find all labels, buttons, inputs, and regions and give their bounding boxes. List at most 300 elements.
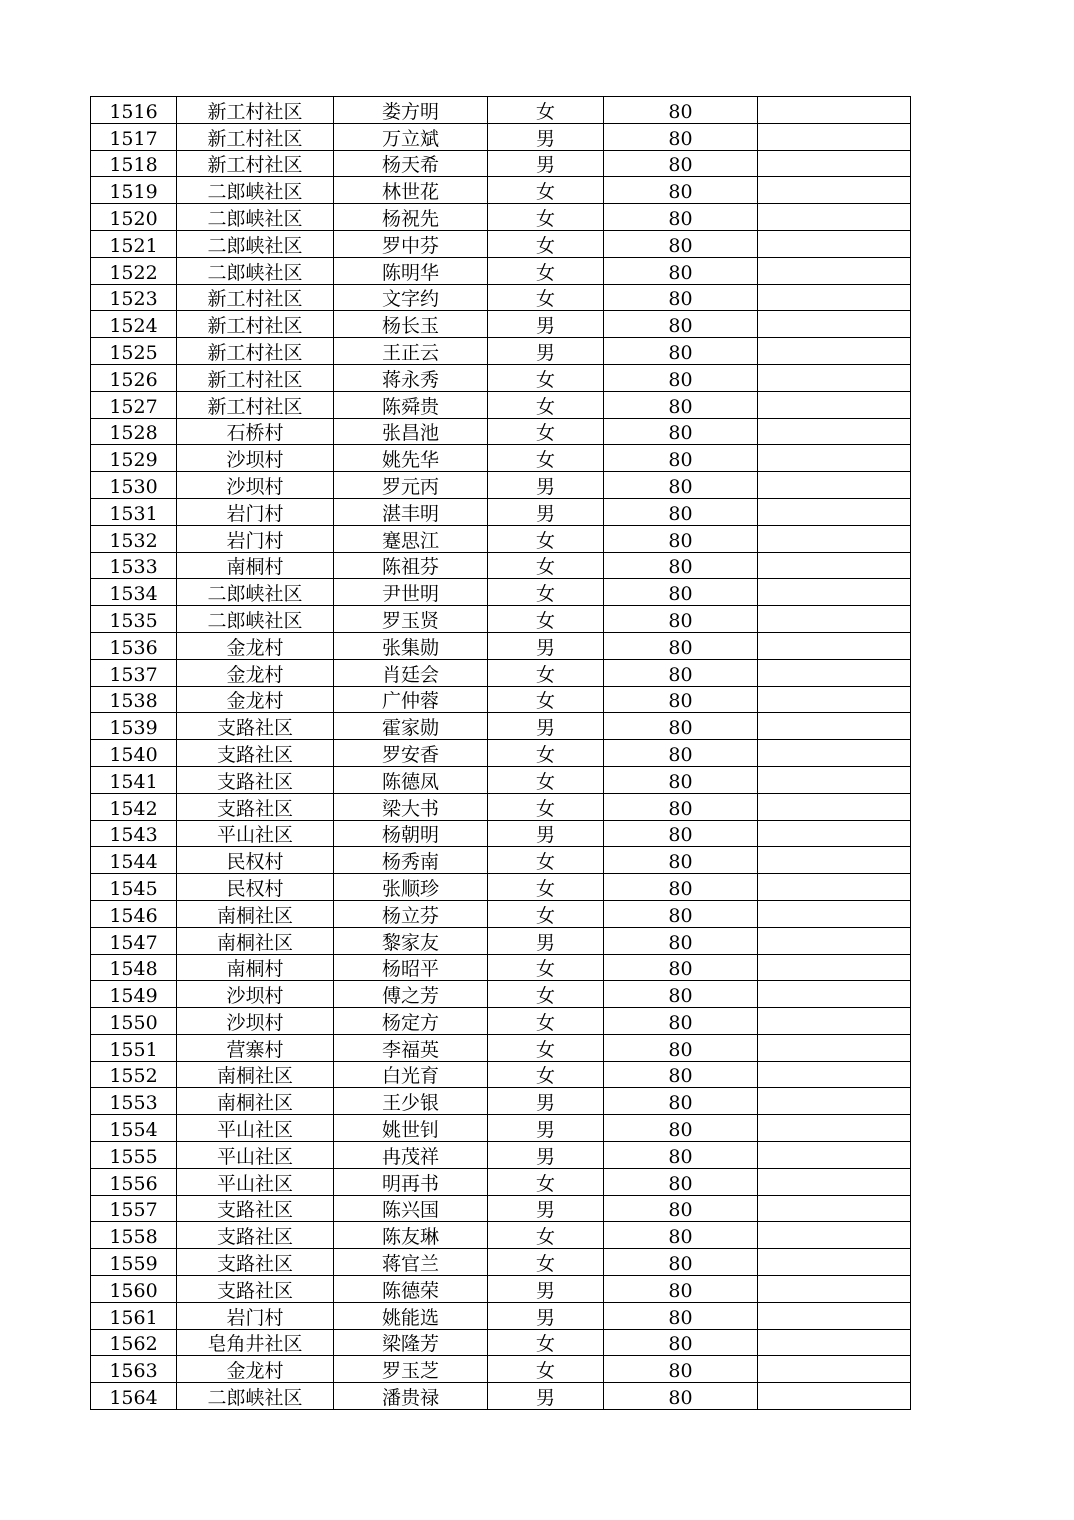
cell-gender: 女 bbox=[488, 177, 604, 204]
cell-age: 80 bbox=[604, 793, 758, 820]
cell-note bbox=[758, 204, 911, 231]
cell-age: 80 bbox=[604, 740, 758, 767]
cell-name: 梁隆芳 bbox=[334, 1329, 488, 1356]
cell-age: 80 bbox=[604, 1061, 758, 1088]
cell-community: 金龙村 bbox=[177, 1356, 334, 1383]
cell-community: 新工村社区 bbox=[177, 311, 334, 338]
cell-number: 1536 bbox=[91, 632, 177, 659]
cell-age: 80 bbox=[604, 284, 758, 311]
cell-gender: 男 bbox=[488, 820, 604, 847]
table-row bbox=[91, 1222, 911, 1249]
cell-name: 张昌池 bbox=[334, 418, 488, 445]
table-row bbox=[91, 579, 911, 606]
cell-age: 80 bbox=[604, 981, 758, 1008]
cell-note bbox=[758, 1222, 911, 1249]
cell-note bbox=[758, 686, 911, 713]
cell-community: 岩门村 bbox=[177, 498, 334, 525]
table-row bbox=[91, 740, 911, 767]
cell-note bbox=[758, 338, 911, 365]
cell-gender: 女 bbox=[488, 793, 604, 820]
cell-community: 石桥村 bbox=[177, 418, 334, 445]
cell-note bbox=[758, 766, 911, 793]
cell-gender: 男 bbox=[488, 927, 604, 954]
cell-age: 80 bbox=[604, 418, 758, 445]
cell-community: 金龙村 bbox=[177, 686, 334, 713]
table-row bbox=[91, 123, 911, 150]
cell-age: 80 bbox=[604, 632, 758, 659]
cell-community: 二郎峡社区 bbox=[177, 606, 334, 633]
table-row bbox=[91, 793, 911, 820]
cell-number: 1561 bbox=[91, 1302, 177, 1329]
cell-gender: 女 bbox=[488, 686, 604, 713]
cell-name: 罗元丙 bbox=[334, 472, 488, 499]
cell-number: 1530 bbox=[91, 472, 177, 499]
cell-note bbox=[758, 659, 911, 686]
table-row bbox=[91, 230, 911, 257]
cell-name: 姚先华 bbox=[334, 445, 488, 472]
cell-community: 二郎峡社区 bbox=[177, 177, 334, 204]
table-row bbox=[91, 150, 911, 177]
cell-name: 罗中芬 bbox=[334, 230, 488, 257]
cell-number: 1531 bbox=[91, 498, 177, 525]
cell-community: 二郎峡社区 bbox=[177, 257, 334, 284]
cell-community: 二郎峡社区 bbox=[177, 204, 334, 231]
cell-age: 80 bbox=[604, 525, 758, 552]
cell-community: 新工村社区 bbox=[177, 97, 334, 124]
cell-name: 杨定方 bbox=[334, 1008, 488, 1035]
cell-age: 80 bbox=[604, 1276, 758, 1303]
cell-name: 霍家勋 bbox=[334, 713, 488, 740]
cell-community: 支路社区 bbox=[177, 740, 334, 767]
table-row bbox=[91, 1115, 911, 1142]
cell-age: 80 bbox=[604, 472, 758, 499]
cell-name: 王少银 bbox=[334, 1088, 488, 1115]
cell-community: 平山社区 bbox=[177, 820, 334, 847]
cell-number: 1538 bbox=[91, 686, 177, 713]
cell-note bbox=[758, 632, 911, 659]
table-row bbox=[91, 418, 911, 445]
cell-note bbox=[758, 954, 911, 981]
cell-community: 平山社区 bbox=[177, 1142, 334, 1169]
cell-note bbox=[758, 1061, 911, 1088]
cell-age: 80 bbox=[604, 177, 758, 204]
cell-age: 80 bbox=[604, 445, 758, 472]
cell-note bbox=[758, 900, 911, 927]
cell-gender: 女 bbox=[488, 954, 604, 981]
cell-gender: 男 bbox=[488, 1195, 604, 1222]
table-body bbox=[91, 97, 911, 1410]
cell-note bbox=[758, 1383, 911, 1410]
table-row bbox=[91, 445, 911, 472]
table-row bbox=[91, 284, 911, 311]
cell-number: 1523 bbox=[91, 284, 177, 311]
cell-community: 支路社区 bbox=[177, 766, 334, 793]
cell-community: 新工村社区 bbox=[177, 150, 334, 177]
table-row bbox=[91, 606, 911, 633]
cell-age: 80 bbox=[604, 123, 758, 150]
table-row bbox=[91, 257, 911, 284]
cell-age: 80 bbox=[604, 311, 758, 338]
table-row bbox=[91, 97, 911, 124]
table-row bbox=[91, 981, 911, 1008]
cell-gender: 女 bbox=[488, 981, 604, 1008]
cell-gender: 男 bbox=[488, 1383, 604, 1410]
cell-note bbox=[758, 793, 911, 820]
table-row bbox=[91, 632, 911, 659]
cell-community: 新工村社区 bbox=[177, 284, 334, 311]
cell-number: 1528 bbox=[91, 418, 177, 445]
cell-number: 1517 bbox=[91, 123, 177, 150]
cell-age: 80 bbox=[604, 391, 758, 418]
cell-number: 1525 bbox=[91, 338, 177, 365]
cell-name: 陈德凤 bbox=[334, 766, 488, 793]
cell-name: 杨昭平 bbox=[334, 954, 488, 981]
cell-age: 80 bbox=[604, 1195, 758, 1222]
cell-age: 80 bbox=[604, 579, 758, 606]
cell-gender: 女 bbox=[488, 257, 604, 284]
cell-gender: 女 bbox=[488, 1329, 604, 1356]
cell-name: 娄方明 bbox=[334, 97, 488, 124]
cell-gender: 男 bbox=[488, 1088, 604, 1115]
cell-number: 1551 bbox=[91, 1034, 177, 1061]
cell-number: 1521 bbox=[91, 230, 177, 257]
cell-community: 二郎峡社区 bbox=[177, 579, 334, 606]
cell-age: 80 bbox=[604, 1115, 758, 1142]
cell-community: 沙坝村 bbox=[177, 981, 334, 1008]
cell-community: 金龙村 bbox=[177, 659, 334, 686]
cell-number: 1564 bbox=[91, 1383, 177, 1410]
cell-community: 南桐社区 bbox=[177, 1061, 334, 1088]
cell-gender: 男 bbox=[488, 632, 604, 659]
cell-age: 80 bbox=[604, 150, 758, 177]
table-row bbox=[91, 766, 911, 793]
cell-note bbox=[758, 418, 911, 445]
cell-gender: 女 bbox=[488, 606, 604, 633]
cell-note bbox=[758, 498, 911, 525]
table-row bbox=[91, 552, 911, 579]
cell-age: 80 bbox=[604, 364, 758, 391]
table-row bbox=[91, 338, 911, 365]
table-row bbox=[91, 204, 911, 231]
cell-community: 二郎峡社区 bbox=[177, 230, 334, 257]
cell-age: 80 bbox=[604, 766, 758, 793]
table-row bbox=[91, 900, 911, 927]
cell-gender: 男 bbox=[488, 1115, 604, 1142]
cell-community: 民权村 bbox=[177, 874, 334, 901]
cell-number: 1544 bbox=[91, 847, 177, 874]
cell-gender: 女 bbox=[488, 1008, 604, 1035]
cell-number: 1555 bbox=[91, 1142, 177, 1169]
cell-age: 80 bbox=[604, 552, 758, 579]
cell-age: 80 bbox=[604, 498, 758, 525]
cell-note bbox=[758, 123, 911, 150]
table-row bbox=[91, 713, 911, 740]
cell-community: 沙坝村 bbox=[177, 445, 334, 472]
cell-gender: 女 bbox=[488, 659, 604, 686]
cell-age: 80 bbox=[604, 1142, 758, 1169]
cell-note bbox=[758, 606, 911, 633]
cell-note bbox=[758, 1249, 911, 1276]
cell-community: 皂角井社区 bbox=[177, 1329, 334, 1356]
cell-number: 1542 bbox=[91, 793, 177, 820]
cell-name: 陈友琳 bbox=[334, 1222, 488, 1249]
cell-number: 1519 bbox=[91, 177, 177, 204]
cell-age: 80 bbox=[604, 954, 758, 981]
cell-gender: 女 bbox=[488, 97, 604, 124]
cell-name: 明再书 bbox=[334, 1168, 488, 1195]
cell-gender: 男 bbox=[488, 1142, 604, 1169]
cell-number: 1547 bbox=[91, 927, 177, 954]
cell-gender: 男 bbox=[488, 1302, 604, 1329]
cell-number: 1550 bbox=[91, 1008, 177, 1035]
cell-name: 杨长玉 bbox=[334, 311, 488, 338]
cell-age: 80 bbox=[604, 874, 758, 901]
cell-age: 80 bbox=[604, 1088, 758, 1115]
table-row bbox=[91, 1034, 911, 1061]
cell-number: 1560 bbox=[91, 1276, 177, 1303]
cell-age: 80 bbox=[604, 1356, 758, 1383]
cell-note bbox=[758, 391, 911, 418]
cell-number: 1554 bbox=[91, 1115, 177, 1142]
cell-note bbox=[758, 1008, 911, 1035]
cell-number: 1539 bbox=[91, 713, 177, 740]
cell-note bbox=[758, 97, 911, 124]
cell-age: 80 bbox=[604, 606, 758, 633]
table-row bbox=[91, 472, 911, 499]
cell-note bbox=[758, 1168, 911, 1195]
cell-name: 杨朝明 bbox=[334, 820, 488, 847]
table-row bbox=[91, 927, 911, 954]
cell-age: 80 bbox=[604, 1302, 758, 1329]
cell-community: 新工村社区 bbox=[177, 391, 334, 418]
cell-gender: 女 bbox=[488, 874, 604, 901]
cell-number: 1532 bbox=[91, 525, 177, 552]
cell-number: 1529 bbox=[91, 445, 177, 472]
cell-note bbox=[758, 1302, 911, 1329]
table-row bbox=[91, 874, 911, 901]
cell-note bbox=[758, 1329, 911, 1356]
cell-note bbox=[758, 981, 911, 1008]
cell-gender: 男 bbox=[488, 1276, 604, 1303]
cell-age: 80 bbox=[604, 1168, 758, 1195]
cell-number: 1548 bbox=[91, 954, 177, 981]
table-row bbox=[91, 1061, 911, 1088]
cell-gender: 女 bbox=[488, 579, 604, 606]
cell-name: 罗玉芝 bbox=[334, 1356, 488, 1383]
table-row bbox=[91, 364, 911, 391]
cell-name: 陈明华 bbox=[334, 257, 488, 284]
table-row bbox=[91, 1383, 911, 1410]
cell-community: 沙坝村 bbox=[177, 1008, 334, 1035]
cell-gender: 女 bbox=[488, 230, 604, 257]
cell-gender: 女 bbox=[488, 1034, 604, 1061]
cell-name: 梁大书 bbox=[334, 793, 488, 820]
cell-name: 罗玉贤 bbox=[334, 606, 488, 633]
cell-community: 新工村社区 bbox=[177, 338, 334, 365]
cell-community: 南桐村 bbox=[177, 552, 334, 579]
cell-age: 80 bbox=[604, 204, 758, 231]
cell-name: 黎家友 bbox=[334, 927, 488, 954]
cell-number: 1556 bbox=[91, 1168, 177, 1195]
cell-community: 平山社区 bbox=[177, 1115, 334, 1142]
table-row bbox=[91, 659, 911, 686]
cell-age: 80 bbox=[604, 659, 758, 686]
cell-name: 湛丰明 bbox=[334, 498, 488, 525]
table-row bbox=[91, 391, 911, 418]
cell-number: 1545 bbox=[91, 874, 177, 901]
cell-name: 张集勋 bbox=[334, 632, 488, 659]
cell-number: 1559 bbox=[91, 1249, 177, 1276]
cell-note bbox=[758, 740, 911, 767]
cell-gender: 女 bbox=[488, 847, 604, 874]
table-row bbox=[91, 820, 911, 847]
cell-name: 杨立芬 bbox=[334, 900, 488, 927]
cell-age: 80 bbox=[604, 847, 758, 874]
cell-gender: 男 bbox=[488, 713, 604, 740]
cell-age: 80 bbox=[604, 1222, 758, 1249]
cell-name: 万立斌 bbox=[334, 123, 488, 150]
cell-gender: 男 bbox=[488, 123, 604, 150]
cell-number: 1533 bbox=[91, 552, 177, 579]
cell-community: 平山社区 bbox=[177, 1168, 334, 1195]
table-row bbox=[91, 686, 911, 713]
cell-note bbox=[758, 525, 911, 552]
cell-age: 80 bbox=[604, 1329, 758, 1356]
cell-number: 1541 bbox=[91, 766, 177, 793]
cell-name: 陈舜贵 bbox=[334, 391, 488, 418]
cell-name: 陈祖芬 bbox=[334, 552, 488, 579]
cell-gender: 男 bbox=[488, 472, 604, 499]
table-row bbox=[91, 1168, 911, 1195]
cell-age: 80 bbox=[604, 257, 758, 284]
cell-community: 沙坝村 bbox=[177, 472, 334, 499]
cell-name: 尹世明 bbox=[334, 579, 488, 606]
cell-name: 傅之芳 bbox=[334, 981, 488, 1008]
cell-age: 80 bbox=[604, 713, 758, 740]
cell-community: 支路社区 bbox=[177, 1222, 334, 1249]
table-row bbox=[91, 498, 911, 525]
cell-gender: 女 bbox=[488, 1249, 604, 1276]
cell-name: 杨秀南 bbox=[334, 847, 488, 874]
cell-age: 80 bbox=[604, 1249, 758, 1276]
cell-gender: 男 bbox=[488, 338, 604, 365]
cell-note bbox=[758, 1034, 911, 1061]
cell-note bbox=[758, 472, 911, 499]
cell-number: 1546 bbox=[91, 900, 177, 927]
cell-gender: 女 bbox=[488, 391, 604, 418]
cell-note bbox=[758, 1088, 911, 1115]
table-row bbox=[91, 1249, 911, 1276]
cell-number: 1518 bbox=[91, 150, 177, 177]
cell-community: 二郎峡社区 bbox=[177, 1383, 334, 1410]
cell-name: 陈兴国 bbox=[334, 1195, 488, 1222]
cell-gender: 女 bbox=[488, 1222, 604, 1249]
cell-number: 1552 bbox=[91, 1061, 177, 1088]
cell-gender: 女 bbox=[488, 364, 604, 391]
cell-community: 支路社区 bbox=[177, 1249, 334, 1276]
table-row bbox=[91, 177, 911, 204]
cell-note bbox=[758, 847, 911, 874]
cell-name: 姚世钊 bbox=[334, 1115, 488, 1142]
cell-note bbox=[758, 1195, 911, 1222]
cell-gender: 女 bbox=[488, 525, 604, 552]
table-row bbox=[91, 1142, 911, 1169]
cell-number: 1524 bbox=[91, 311, 177, 338]
cell-name: 李福英 bbox=[334, 1034, 488, 1061]
cell-name: 白光育 bbox=[334, 1061, 488, 1088]
cell-name: 林世花 bbox=[334, 177, 488, 204]
table-row bbox=[91, 1329, 911, 1356]
cell-note bbox=[758, 284, 911, 311]
cell-name: 蹇思江 bbox=[334, 525, 488, 552]
cell-gender: 男 bbox=[488, 150, 604, 177]
cell-age: 80 bbox=[604, 1383, 758, 1410]
cell-gender: 女 bbox=[488, 1168, 604, 1195]
cell-age: 80 bbox=[604, 900, 758, 927]
cell-community: 金龙村 bbox=[177, 632, 334, 659]
cell-gender: 女 bbox=[488, 1061, 604, 1088]
table-row bbox=[91, 311, 911, 338]
cell-community: 南桐社区 bbox=[177, 927, 334, 954]
cell-note bbox=[758, 230, 911, 257]
cell-gender: 女 bbox=[488, 445, 604, 472]
cell-note bbox=[758, 257, 911, 284]
cell-gender: 女 bbox=[488, 204, 604, 231]
table-row bbox=[91, 525, 911, 552]
cell-number: 1543 bbox=[91, 820, 177, 847]
cell-community: 南桐村 bbox=[177, 954, 334, 981]
cell-community: 支路社区 bbox=[177, 713, 334, 740]
cell-community: 支路社区 bbox=[177, 1195, 334, 1222]
cell-name: 蒋永秀 bbox=[334, 364, 488, 391]
cell-age: 80 bbox=[604, 1008, 758, 1035]
table-row bbox=[91, 1088, 911, 1115]
cell-number: 1526 bbox=[91, 364, 177, 391]
cell-community: 南桐社区 bbox=[177, 1088, 334, 1115]
cell-number: 1540 bbox=[91, 740, 177, 767]
cell-age: 80 bbox=[604, 927, 758, 954]
cell-name: 蒋官兰 bbox=[334, 1249, 488, 1276]
cell-number: 1534 bbox=[91, 579, 177, 606]
table-row bbox=[91, 847, 911, 874]
cell-community: 岩门村 bbox=[177, 525, 334, 552]
cell-note bbox=[758, 1356, 911, 1383]
cell-community: 新工村社区 bbox=[177, 123, 334, 150]
cell-name: 肖廷会 bbox=[334, 659, 488, 686]
cell-age: 80 bbox=[604, 820, 758, 847]
cell-note bbox=[758, 1142, 911, 1169]
cell-age: 80 bbox=[604, 1034, 758, 1061]
cell-number: 1535 bbox=[91, 606, 177, 633]
cell-note bbox=[758, 177, 911, 204]
cell-gender: 男 bbox=[488, 498, 604, 525]
cell-gender: 女 bbox=[488, 418, 604, 445]
cell-name: 冉茂祥 bbox=[334, 1142, 488, 1169]
cell-number: 1558 bbox=[91, 1222, 177, 1249]
cell-age: 80 bbox=[604, 338, 758, 365]
cell-note bbox=[758, 311, 911, 338]
cell-name: 罗安香 bbox=[334, 740, 488, 767]
cell-number: 1553 bbox=[91, 1088, 177, 1115]
cell-age: 80 bbox=[604, 230, 758, 257]
cell-gender: 女 bbox=[488, 740, 604, 767]
cell-number: 1537 bbox=[91, 659, 177, 686]
cell-name: 姚能选 bbox=[334, 1302, 488, 1329]
cell-number: 1562 bbox=[91, 1329, 177, 1356]
cell-gender: 女 bbox=[488, 766, 604, 793]
cell-gender: 男 bbox=[488, 311, 604, 338]
cell-note bbox=[758, 820, 911, 847]
